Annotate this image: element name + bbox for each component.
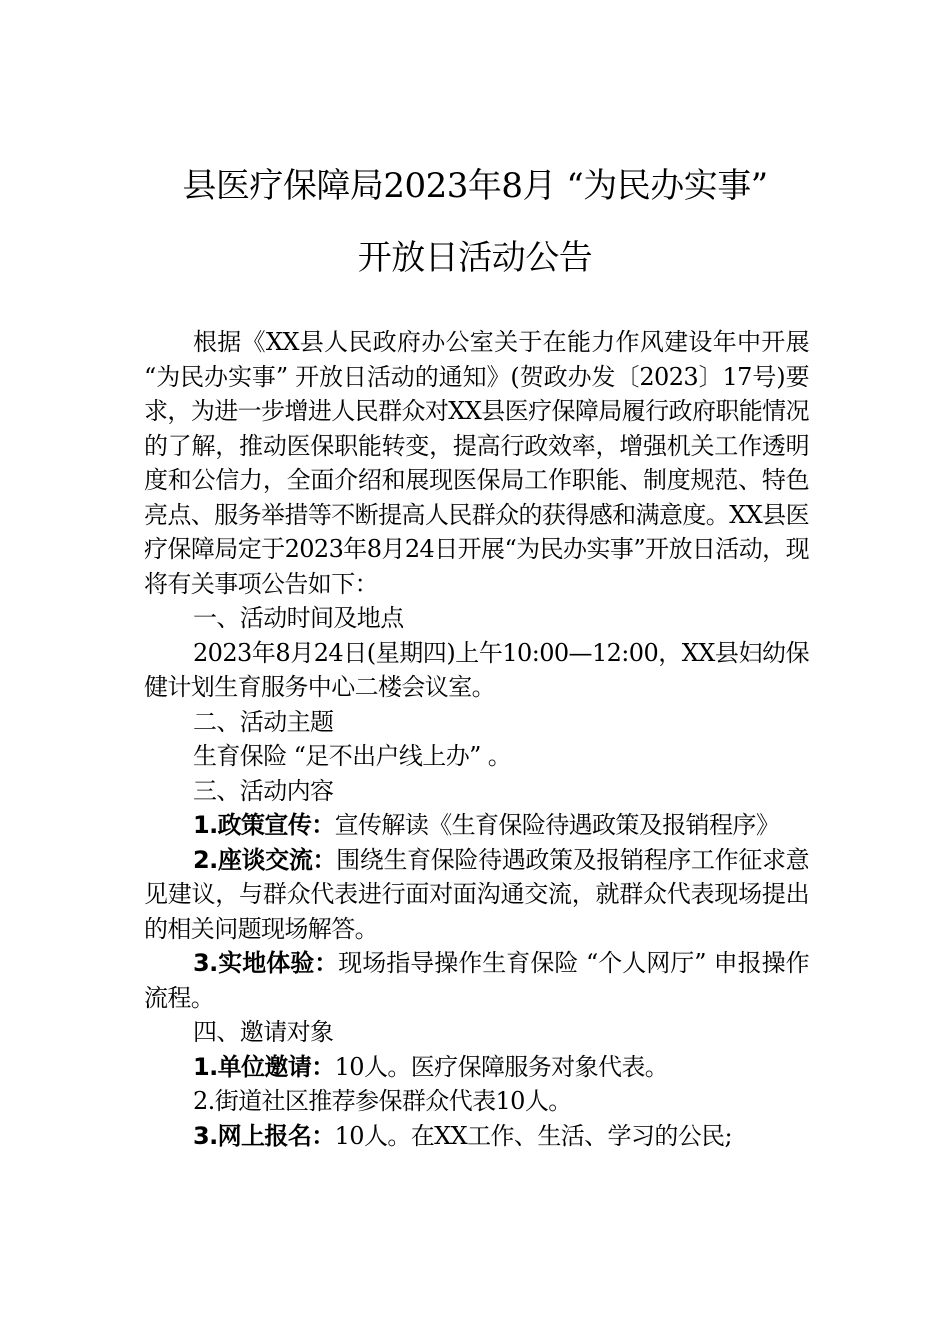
- section2-text: 生育保险 “足不出户线上办” 。: [193, 742, 512, 770]
- section1-heading: 一、活动时间及地点: [193, 604, 404, 632]
- content-item-2-label: 2.座谈交流：: [193, 845, 337, 874]
- invite-item-2: 2.街道社区推荐参保群众代表10人。: [193, 1087, 572, 1115]
- content-item-1-text: 宣传解读《生育保险待遇政策及报销程序》: [334, 811, 780, 839]
- section2-heading: 二、活动主题: [193, 707, 334, 736]
- content-item-3: [144, 946, 809, 1015]
- invite-item-1-label: 1.单位邀请：: [193, 1052, 335, 1081]
- invite-item-1-text: 10人。医疗保障服务对象代表。: [334, 1052, 669, 1081]
- invite-item-3-text: 10人。在XX工作、生活、学习的公民;: [334, 1121, 733, 1150]
- content-item-2: [144, 843, 809, 947]
- section4-heading: 四、邀请对象: [193, 1018, 334, 1046]
- invite-item-1: [144, 1050, 809, 1085]
- section3-heading: 三、活动内容: [193, 776, 334, 805]
- content-item-3-text: 现场指导操作生育保险 “个人网厅” 申报操作流程。: [144, 949, 809, 1012]
- invite-item-3: [144, 1119, 809, 1154]
- intro-paragraph: 根据《XX县人民政府办公室关于在能力作风建设年中开展 “为民办实事” 开放日活动的通知》(贺政办发〔2023〕17号)要求，为进一步增进人民群众对XX县医疗保障局履行政府职能情况的了解，推动医保职能转变，提高行政效率，增强机关工作透明度和公信力，全面介绍和展现医保局工作职能、制度规范、特色亮点、服务举措等不断提高人民群众的获得感和满意度。XX县医疗保障局定于2023年8月24日开展“为民办实事”开放日活动，现将有关事项公告如下：: [144, 328, 809, 598]
- document-title-line1: 县医疗保障局2023年8月 “为民办实事”: [182, 166, 768, 206]
- content-item-3-label: 3.实地体验：: [193, 949, 339, 977]
- invite-item-3-label: 3.网上报名：: [193, 1121, 335, 1150]
- content-item-1-label: 1.政策宣传：: [193, 811, 335, 839]
- document-body: [144, 325, 809, 1153]
- content-item-2-text: 围绕生育保险待遇政策及报销程序工作征求意见建议，与群众代表进行面对面沟通交流，就群众代表现场提出的相关问题现场解答。: [144, 845, 809, 943]
- document-title-line2: 开放日活动公告: [357, 238, 593, 278]
- content-item-1: [144, 808, 809, 843]
- section1-text: 2023年8月24日(星期四)上午10:00—12:00，XX县妇幼保健计划生育服务中心二楼会议室。: [144, 638, 809, 701]
